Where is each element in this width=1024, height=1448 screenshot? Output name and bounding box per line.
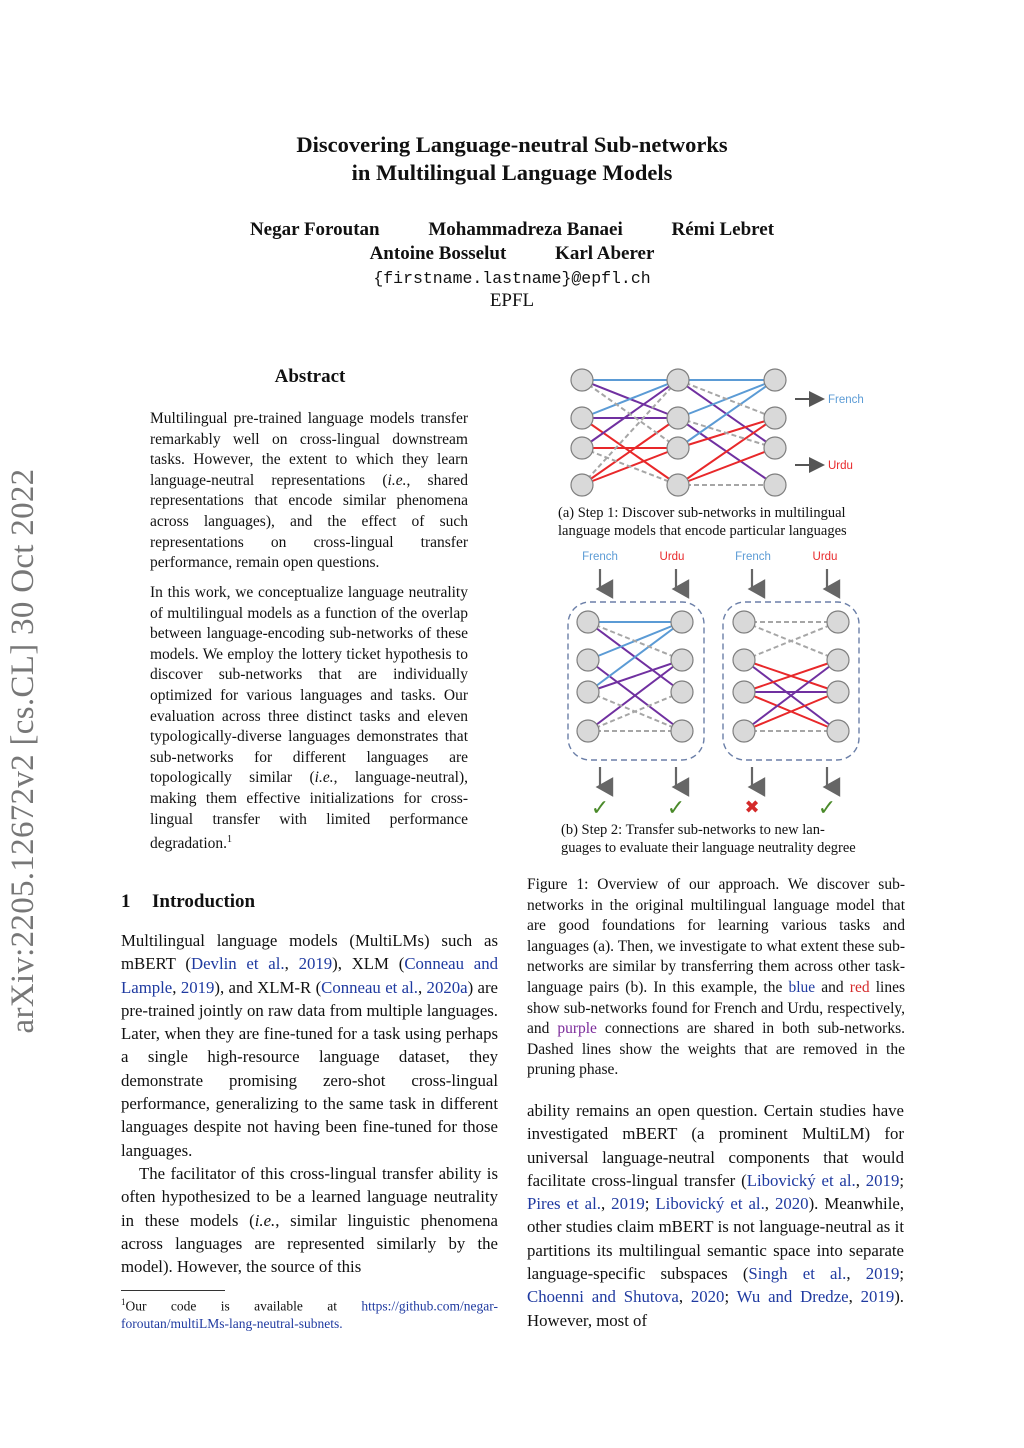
code-url-link[interactable]: https://github.com/negar-foroutan/multiLMs-lang-neutral-subnets. <box>121 1298 498 1331</box>
check-icon: ✓ <box>590 795 610 820</box>
intro-paragraph-1: Multilingual language models (MultiLMs) such as mBERT (Devlin et al., 2019), XLM (Conneau and Lample, 2019), and XLM-R (Conneau et al., 2020a) are pre-trained jointly on raw data from multiple languages. Later, when they are fine-tuned for a task using perhaps a single high-resource language dataset, they demonstrate promising zero-shot cross-lingual performance, generalizing to the same task in different languages despite not having been fine-tuned for those languages. <box>121 931 499 1160</box>
citation-link[interactable]: Libovický et al. <box>746 1170 856 1190</box>
french-subnetwork-edges <box>588 622 682 731</box>
citation-link[interactable]: 2019 <box>298 954 333 974</box>
citation-link[interactable]: Conneau and Lample <box>121 954 498 997</box>
figure-1b-diagram <box>560 545 870 820</box>
abstract-heading: Abstract <box>274 366 346 387</box>
author-affiliation: EPFL <box>489 290 535 311</box>
subcaption-a: (a) Step 1: Discover sub-networks in multilingual language models that encode particular languages <box>558 505 847 539</box>
label-urdu: Urdu <box>828 460 853 472</box>
citation-link[interactable]: 2019 <box>865 1264 900 1284</box>
section-title: Introduction <box>152 891 256 912</box>
footnote-mark: 1 <box>121 1297 126 1307</box>
abstract-paragraph-1: Multilingual pre-trained language models transfer remarkably well on cross-lingual downstream tasks. However, the extent to which they learn language-neutral representations (i.e., shared representations that encode similar phenomena across languages), and the effect of such representations on cross-lingual transfer performance, remain open questions. <box>150 410 468 572</box>
label-french: French <box>735 551 771 563</box>
author-name: Karl Aberer <box>555 243 655 264</box>
footnote-ref[interactable]: 1 <box>227 834 233 846</box>
author-email: {firstname.lastname}@epfl.ch <box>373 269 651 288</box>
citation-link[interactable]: 2020a <box>426 977 468 997</box>
figure-1a-diagram <box>555 360 885 500</box>
author-name: Mohammadreza Banaei <box>428 219 623 240</box>
subcaption-b: (b) Step 2: Transfer sub-networks to new lan- guages to evaluate their language neutrality degree <box>561 822 856 856</box>
cross-icon: ✖ <box>744 797 760 817</box>
input-arrows <box>600 569 827 589</box>
author-name: Rémi Lebret <box>671 219 775 240</box>
citation-link[interactable]: 2020 <box>775 1194 809 1214</box>
section-number: 1 <box>121 891 131 912</box>
citation-link[interactable]: Choenni and Shutova <box>527 1287 679 1307</box>
citation-link[interactable]: Devlin et al. <box>190 954 285 974</box>
label-french: French <box>828 394 864 406</box>
right-column-text: ability remains an open question. Certain studies have investigated mBERT (a prominent MultiLM) for universal language-neutral components that would facilitate cross-lingual transfer (Libovický et al., 2019; Pires et al., 2019; Libovický et al., 2020). Meanwhile, other studies claim mBERT is not language-neutral as it partitions its multilingual semantic space into separate language-specific subspaces (Singh et al., 2019; Choenni and Shutova, 2020; Wu and Dredze, 2019). However, most of <box>527 1101 905 1330</box>
label-urdu: Urdu <box>812 551 838 563</box>
urdu-subnetwork-edges <box>744 622 838 731</box>
check-icon: ✓ <box>666 795 686 820</box>
citation-link[interactable]: Pires et al. <box>527 1194 601 1214</box>
citation-link[interactable]: 2020 <box>690 1287 725 1307</box>
citation-link[interactable]: Conneau et al. <box>321 977 418 997</box>
citation-link[interactable]: 2019 <box>865 1170 900 1190</box>
author-name: Negar Foroutan <box>249 219 380 240</box>
layer1-to-layer2-edges <box>582 380 678 485</box>
author-row-1 <box>0 218 1024 242</box>
citation-link[interactable]: 2019 <box>611 1194 645 1214</box>
citation-link[interactable]: 2019 <box>180 977 215 997</box>
abstract-paragraph-2: In this work, we conceptualize language neutrality of multilingual models as a function of the overlap between language-encoding sub-networks of these models. We employ the lottery ticket hypothesis to discover sub-networks that are individually optimized for various languages and tasks. Our evaluation across three distinct tasks and eleven typologically-diverse languages demonstrates that sub-networks for different languages are topologically similar (i.e., language-neutral), making them effective initializations for cross-lingual transfer with limited performance degradation.$^1$ <box>150 584 468 853</box>
neurons <box>577 611 849 742</box>
title-line-1: Discovering Language-neutral Sub-networks <box>296 132 728 157</box>
citation-link[interactable]: Singh et al. <box>748 1264 847 1284</box>
paper-title <box>0 131 1024 187</box>
title-line-2: in Multilingual Language Models <box>351 160 673 185</box>
label-urdu: Urdu <box>659 551 685 563</box>
section-heading <box>121 891 255 913</box>
footnote-rule <box>121 1290 225 1291</box>
intro-paragraph-2: The facilitator of this cross-lingual transfer ability is often hypothesized to be a learned language neutrality in these models (i.e., similar linguistic phenomena across languages are represented similarly by the model). However, the source of this <box>121 1163 498 1277</box>
output-arrows <box>600 767 827 787</box>
layer2-to-layer3-edges <box>678 380 775 485</box>
footnote: $^1$Our code is available at https://github.com/negar-foroutan/multiLMs-lang-neutral-subnets. <box>121 1297 498 1331</box>
arxiv-id: arXiv:2205.12672v2 [cs.CL] 30 Oct 2022 <box>5 468 41 1034</box>
citation-link[interactable]: 2019 <box>860 1287 895 1307</box>
figure-caption: Figure 1: Overview of our approach. We discover sub-networks in the original multilingual language model that are good foundations for learning various tasks and languages (a). Then, we investigate to what extent these sub-networks are similar by transferring them across other task-language pairs (b). In this example, the blue and red lines show sub-networks found for French and Urdu, respectively, and purple connections are shared in both sub-networks. Dashed lines show the weights that are removed in the pruning phase. <box>527 876 905 1079</box>
author-row-2 <box>0 242 1024 266</box>
citation-link[interactable]: Wu and Dredze <box>736 1287 849 1307</box>
intro-text <box>121 929 498 1278</box>
check-icon: ✓ <box>817 795 837 820</box>
author-name: Antoine Bosselut <box>369 243 507 264</box>
citation-link[interactable]: Libovický et al. <box>655 1194 765 1214</box>
label-french: French <box>582 551 618 563</box>
